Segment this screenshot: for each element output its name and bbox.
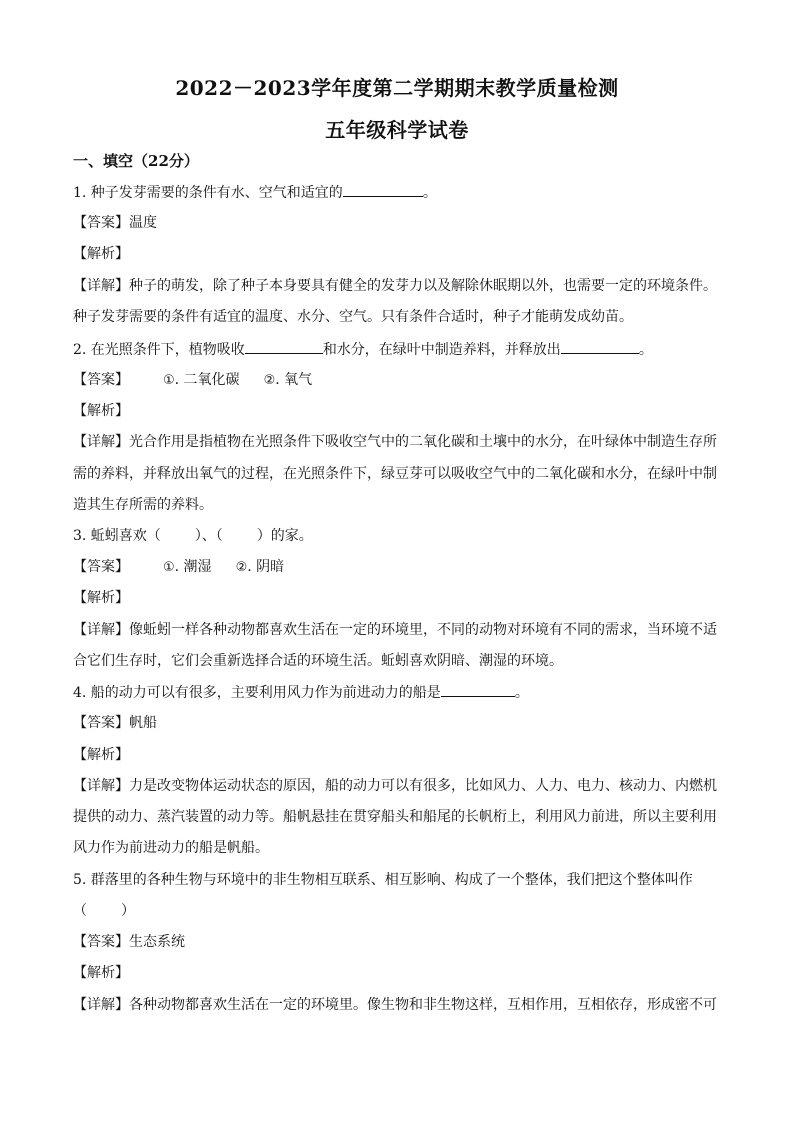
detail-2-line-2: 需的养料，并释放出氧气的过程，在光照条件下，绿豆芽可以吸收空气中的二氧化碳和水分，在绿叶中制 (73, 466, 717, 482)
analysis-tag: 【解析】 (73, 403, 129, 419)
question-4: 4. 船的动力可以有很多，主要利用风力作为前进动力的船是 。 (73, 682, 721, 703)
answer-tag: 【答案】 (73, 372, 129, 388)
answer-tag: 【答案】 (73, 215, 129, 231)
answer-3: 【答案】 ①. 潮湿 ②. 阴暗 (73, 559, 285, 575)
detail-4-line-2: 提供的动力、蒸汽装置的动力等。船帆悬挂在贯穿船头和船尾的长帆桁上，利用风力前进，所以主要利用 (73, 809, 717, 825)
answer-blank (561, 339, 639, 354)
answer-blank (245, 339, 323, 354)
question-5: 5. 群落里的各种生物与环境中的非生物相互联系、相互影响、构成了一个整体，我们把这个整体叫作 (73, 872, 693, 888)
analysis-3 (73, 588, 721, 608)
analysis-5 (73, 963, 721, 983)
detail-5-line-1: 【详解】各种动物都喜欢生活在一定的环境里。像生物和非生物这样，互相作用，互相依存，形成密不可 (73, 997, 717, 1013)
answer-tag: 【答案】 (73, 559, 129, 575)
analysis-tag: 【解析】 (73, 246, 129, 262)
analysis-tag: 【解析】 (73, 747, 129, 763)
answer-2: 【答案】 ①. 二氧化碳 ②. 氧气 (73, 372, 313, 388)
detail-1-line-1: 【详解】种子的萌发，除了种子本身要具有健全的发芽力以及解除休眠期以外，也需要一定的环境条件。 (73, 278, 717, 294)
answer-blank (441, 682, 515, 697)
answer-text: 生态系统 (129, 934, 185, 950)
detail-4-line-1: 【详解】力是改变物体运动状态的原因，船的动力可以有很多，比如风力、人力、电力、核动力、内燃机 (73, 778, 717, 794)
detail-3-line-1: 【详解】像蚯蚓一样各种动物都喜欢生活在一定的环境里，不同的动物对环境有不同的需求，当环境不适 (73, 622, 717, 638)
answer-tag: 【答案】 (73, 934, 129, 950)
detail-2-line-3: 造其生存所需的养料。 (73, 497, 213, 513)
detail-tag: 【详解】 (73, 434, 129, 450)
detail-tag: 【详解】 (73, 622, 129, 638)
exam-title: 2022－2023学年度第二学期期末教学质量检测 (175, 76, 619, 100)
question-3: 3. 蚯蚓喜欢（ ）、（ ）的家。 (73, 528, 313, 544)
circled-number-2: ② (263, 373, 276, 388)
question-1: 1. 种子发芽需要的条件有水、空气和适宜的 。 (73, 182, 721, 203)
section-heading: 一、填空（22分） (73, 152, 199, 170)
exam-subtitle: 五年级科学试卷 (325, 118, 469, 142)
analysis-2 (73, 401, 721, 421)
answer-blank (343, 182, 423, 197)
answer-1 (73, 213, 721, 233)
detail-1-line-2: 种子发芽需要的条件有适宜的温度、水分、空气。只有条件合适时，种子才能萌发成幼苗。 (73, 309, 633, 325)
circled-number-2: ② (235, 560, 248, 575)
analysis-tag: 【解析】 (73, 965, 129, 981)
detail-tag: 【详解】 (73, 278, 129, 294)
question-2: 2. 在光照条件下，植物吸收 和水分，在绿叶中制造养料，并释放出 。 (73, 339, 721, 360)
answer-text: 温度 (129, 215, 157, 231)
detail-4-line-3: 风力作为前进动力的船是帆船。 (73, 840, 269, 856)
answer-5 (73, 932, 721, 952)
analysis-tag: 【解析】 (73, 590, 129, 606)
analysis-4 (73, 745, 721, 765)
detail-2-line-1: 【详解】光合作用是指植物在光照条件下吸收空气中的二氧化碳和土壤中的水分，在叶绿体中制造生存所 (73, 434, 717, 450)
detail-tag: 【详解】 (73, 997, 129, 1013)
detail-tag: 【详解】 (73, 778, 129, 794)
detail-3-line-2: 合它们生存时，它们会重新选择合适的环境生活。蚯蚓喜欢阴暗、潮湿的环境。 (73, 653, 563, 669)
answer-4 (73, 713, 721, 733)
circled-number-1: ① (163, 560, 175, 575)
question-5-bracket: （ ） (73, 903, 135, 919)
answer-tag: 【答案】 (73, 715, 129, 731)
analysis-1 (73, 244, 721, 264)
answer-text: 帆船 (129, 715, 157, 731)
circled-number-1: ① (163, 373, 175, 388)
